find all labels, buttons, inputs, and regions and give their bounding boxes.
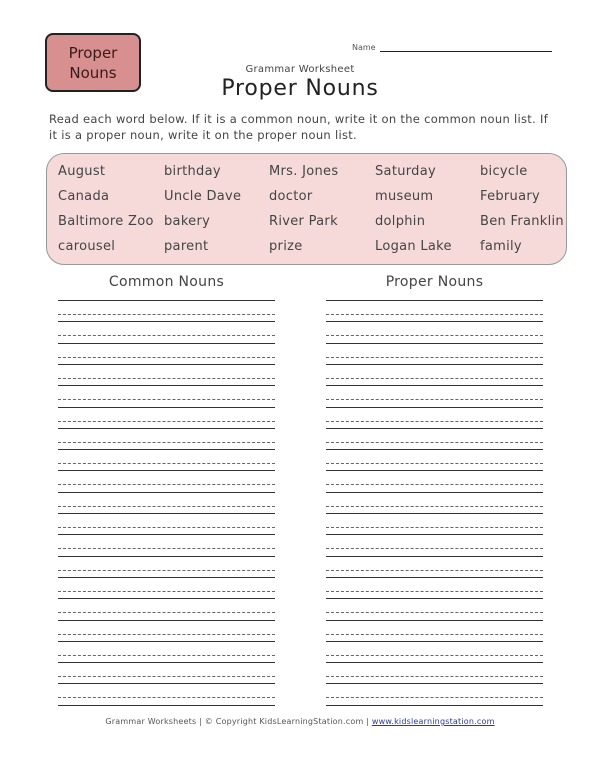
common-writing-midline	[58, 506, 275, 507]
common-writing-line	[58, 343, 275, 344]
word-bank-item: Mrs. Jones	[269, 164, 339, 179]
proper-writing-line	[326, 556, 543, 557]
common-writing-midline	[58, 612, 275, 613]
common-writing-midline	[58, 697, 275, 698]
common-writing-midline	[58, 634, 275, 635]
common-writing-midline	[58, 570, 275, 571]
proper-writing-midline	[326, 399, 543, 400]
common-writing-midline	[58, 527, 275, 528]
common-writing-line	[58, 662, 275, 663]
proper-writing-line	[326, 683, 543, 684]
common-writing-line	[58, 705, 275, 706]
word-bank-item: Canada	[58, 189, 110, 204]
footer-link[interactable]: www.kidslearningstation.com	[371, 717, 495, 726]
word-bank	[46, 153, 567, 265]
badge-line-1: Proper	[68, 43, 118, 62]
proper-writing-line	[326, 449, 543, 450]
common-writing-midline	[58, 314, 275, 315]
common-writing-midline	[58, 378, 275, 379]
word-bank-item: bicycle	[480, 164, 528, 179]
word-bank-item: August	[58, 164, 106, 179]
proper-writing-line	[326, 513, 543, 514]
proper-writing-line	[326, 534, 543, 535]
common-writing-line	[58, 598, 275, 599]
common-writing-line	[58, 556, 275, 557]
proper-writing-line	[326, 385, 543, 386]
name-label: Name	[352, 43, 376, 52]
proper-writing-midline	[326, 612, 543, 613]
word-bank-item: bakery	[164, 214, 211, 229]
proper-writing-line	[326, 620, 543, 621]
proper-writing-midline	[326, 697, 543, 698]
common-writing-midline	[58, 655, 275, 656]
word-bank-item: doctor	[269, 189, 313, 204]
common-writing-line	[58, 321, 275, 322]
page-title: Proper Nouns	[221, 76, 379, 101]
footer-label: Grammar Worksheets	[105, 717, 197, 726]
proper-writing-line	[326, 407, 543, 408]
footer-copyright: | © Copyright KidsLearningStation.com |	[199, 717, 370, 726]
common-writing-line	[58, 577, 275, 578]
word-bank-item: February	[480, 189, 541, 204]
common-writing-midline	[58, 399, 275, 400]
proper-writing-line	[326, 470, 543, 471]
common-writing-midline	[58, 335, 275, 336]
proper-writing-line	[326, 364, 543, 365]
common-writing-line	[58, 364, 275, 365]
proper-writing-line	[326, 492, 543, 493]
word-bank-item: parent	[164, 239, 209, 254]
proper-writing-midline	[326, 506, 543, 507]
proper-nouns-heading: Proper Nouns	[385, 274, 484, 290]
proper-writing-midline	[326, 527, 543, 528]
word-bank-item: River Park	[269, 214, 338, 229]
word-bank-item: Baltimore Zoo	[58, 214, 154, 229]
word-bank-item: prize	[269, 239, 303, 254]
subtitle: Grammar Worksheet	[245, 64, 355, 75]
proper-writing-midline	[326, 570, 543, 571]
word-bank-item: Saturday	[375, 164, 436, 179]
name-row	[352, 40, 552, 52]
proper-writing-midline	[326, 634, 543, 635]
word-bank-item: Uncle Dave	[164, 189, 242, 204]
proper-writing-line	[326, 662, 543, 663]
common-writing-midline	[58, 676, 275, 677]
proper-writing-midline	[326, 655, 543, 656]
common-writing-midline	[58, 591, 275, 592]
word-bank-item: museum	[375, 189, 434, 204]
proper-writing-midline	[326, 314, 543, 315]
proper-writing-midline	[326, 463, 543, 464]
proper-writing-midline	[326, 548, 543, 549]
proper-writing-line	[326, 343, 543, 344]
common-nouns-heading: Common Nouns	[108, 274, 225, 290]
proper-writing-line	[326, 641, 543, 642]
word-bank-item: carousel	[58, 239, 116, 254]
proper-writing-line	[326, 577, 543, 578]
name-field[interactable]	[380, 42, 552, 52]
common-writing-midline	[58, 463, 275, 464]
proper-writing-midline	[326, 591, 543, 592]
proper-writing-midline	[326, 335, 543, 336]
badge-line-2: Nouns	[69, 63, 117, 82]
common-writing-line	[58, 428, 275, 429]
proper-writing-midline	[326, 676, 543, 677]
proper-writing-midline	[326, 442, 543, 443]
word-bank-item: Ben Franklin	[480, 214, 564, 229]
proper-writing-line	[326, 300, 543, 301]
footer	[0, 717, 600, 726]
instructions: Read each word below. If it is a common noun, write it on the common noun list. If it is a proper noun, write it on the proper noun list.	[49, 112, 549, 142]
common-writing-line	[58, 385, 275, 386]
common-writing-line	[58, 407, 275, 408]
common-writing-midline	[58, 357, 275, 358]
common-writing-line	[58, 470, 275, 471]
common-writing-line	[58, 300, 275, 301]
common-writing-midline	[58, 548, 275, 549]
word-bank-item: birthday	[164, 164, 221, 179]
proper-writing-midline	[326, 378, 543, 379]
proper-writing-line	[326, 321, 543, 322]
common-writing-midline	[58, 442, 275, 443]
common-writing-line	[58, 534, 275, 535]
common-writing-line	[58, 513, 275, 514]
common-writing-line	[58, 683, 275, 684]
common-writing-line	[58, 641, 275, 642]
proper-writing-line	[326, 598, 543, 599]
proper-writing-midline	[326, 484, 543, 485]
common-writing-line	[58, 620, 275, 621]
proper-writing-line	[326, 428, 543, 429]
word-bank-item: dolphin	[375, 214, 426, 229]
word-bank-item: family	[480, 239, 522, 254]
common-writing-midline	[58, 421, 275, 422]
common-writing-line	[58, 492, 275, 493]
proper-writing-line	[326, 705, 543, 706]
proper-writing-midline	[326, 357, 543, 358]
common-writing-line	[58, 449, 275, 450]
proper-writing-midline	[326, 421, 543, 422]
common-writing-midline	[58, 484, 275, 485]
word-bank-item: Logan Lake	[375, 239, 452, 254]
